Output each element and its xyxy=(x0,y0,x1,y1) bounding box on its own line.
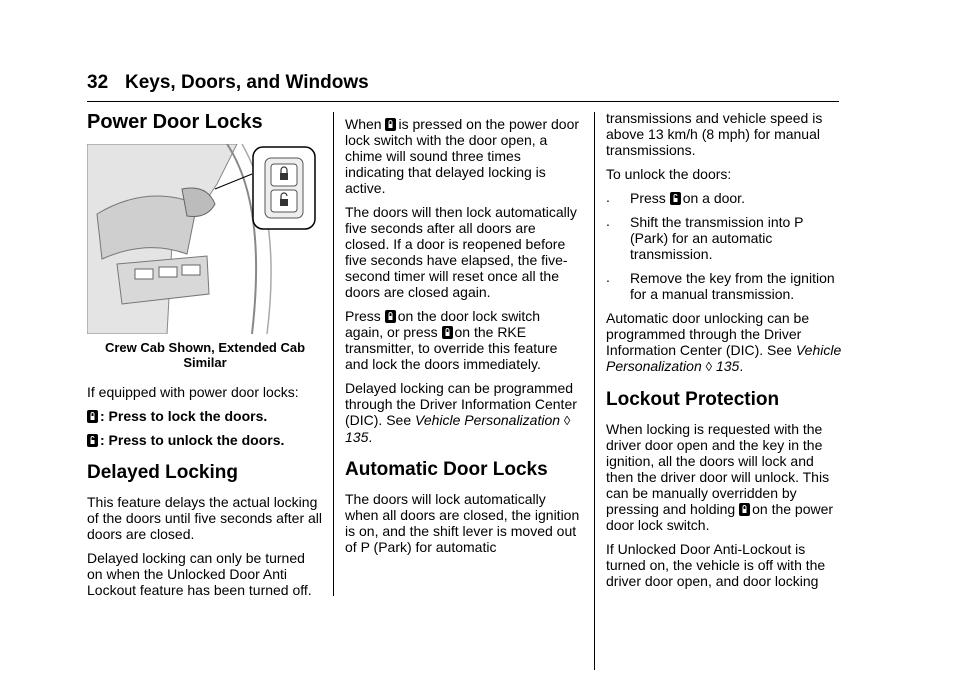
vehicle-personalization-link[interactable]: Vehicle Personalization xyxy=(606,342,842,374)
column-divider-1 xyxy=(333,112,334,596)
col2-p3-b: on the door lock switch again, or press xyxy=(345,308,541,340)
bullet1-post: on a door. xyxy=(682,190,745,206)
section-title-automatic-door-locks: Automatic Door Locks xyxy=(345,459,548,480)
lock-icon xyxy=(385,118,396,131)
page-ref[interactable]: 135 xyxy=(715,358,740,374)
col3-paragraph-5: If Unlocked Door Anti-Lockout is turned on, the vehicle is off with the driver door open, and door locking xyxy=(606,541,826,589)
column-3 xyxy=(606,110,842,597)
page-ref-icon: ◊ xyxy=(563,413,571,428)
figure-caption: Crew Cab Shown, Extended Cab Similar xyxy=(104,340,306,370)
list-item xyxy=(606,190,842,206)
col2-paragraph-4: Delayed locking can be programmed through the Driver Information Center (DIC). See Vehicle Personalization ◊ 135. xyxy=(345,380,577,445)
page-header xyxy=(87,72,369,94)
chapter-title: Keys, Doors, and Windows xyxy=(125,72,369,93)
col3-paragraph-1: transmissions and vehicle speed is above 13 km/h (8 mph) for manual transmissions. xyxy=(606,110,823,158)
lock-item xyxy=(87,408,323,424)
col3-paragraph-4 xyxy=(606,421,842,533)
list-item xyxy=(606,214,842,262)
bullet1-pre: Press xyxy=(630,190,666,206)
col2-paragraph-3 xyxy=(345,308,580,372)
section-title-lockout-protection: Lockout Protection xyxy=(606,389,780,410)
col2-paragraph-5: The doors will lock automatically when all doors are closed, the ignition is on, and the shift lever is moved out of P (Park) for automatic xyxy=(345,491,580,555)
bullet2-text: Shift the transmission into P (Park) for an automatic transmission. xyxy=(630,214,804,262)
col3-p3: Automatic door unlocking can be programmed through the Driver Information Center (DIC). See xyxy=(606,310,810,358)
page-number: 32 xyxy=(87,72,109,93)
bullet-mark: . xyxy=(606,213,610,229)
list-item xyxy=(606,270,842,302)
delayed-paragraph-2: Delayed locking can only be turned on when the Unlocked Door Anti Lockout feature has been turned off. xyxy=(87,550,312,598)
bullet-mark: . xyxy=(606,269,610,285)
unlock-icon xyxy=(670,192,681,205)
vehicle-personalization-link[interactable]: Vehicle Personalization xyxy=(415,412,561,428)
lock-icon xyxy=(87,410,98,423)
col2-p3-c: on the RKE transmitter, to override this feature and lock the doors immediately. xyxy=(345,324,558,372)
col2-paragraph-2: The doors will then lock automatically five seconds after all doors are closed. If a door is reopened before five seconds have elapsed, the five-second timer will reset once all the doors are closed again. xyxy=(345,204,577,300)
lock-icon xyxy=(385,310,396,323)
lock-icon xyxy=(442,326,453,339)
column-2 xyxy=(345,116,580,563)
col2-p4: Delayed locking can be programmed through the Driver Information Center (DIC). See xyxy=(345,380,577,428)
lock-item-text: : Press to lock the doors. xyxy=(100,408,268,424)
intro-text: If equipped with power door locks: xyxy=(87,384,299,400)
col2-p3-a: Press xyxy=(345,308,381,324)
bullet-mark: . xyxy=(606,189,610,205)
page-ref[interactable]: 135 xyxy=(345,429,369,445)
unlock-item-text: : Press to unlock the doors. xyxy=(100,432,285,448)
col3-paragraph-3: Automatic door unlocking can be programmed through the Driver Information Center (DIC). See Vehicle Personalization ◊ 135. xyxy=(606,310,842,374)
section-title-power-door-locks: Power Door Locks xyxy=(87,111,263,133)
col3-p4-a: When locking is requested with the driver door open and the key in the ignition, all the doors will lock and then the driver door will unlock. This can be manually overridden by pressing and holding xyxy=(606,421,830,517)
header-rule xyxy=(87,101,839,102)
col2-p1-pre: When xyxy=(345,116,382,132)
column-divider-2 xyxy=(594,112,595,670)
col2-paragraph-1 xyxy=(345,116,580,196)
delayed-paragraph-1: This feature delays the actual locking of the doors until five seconds after all doors are closed. xyxy=(87,494,323,542)
page-ref-icon: ◊ xyxy=(705,359,713,374)
col3-paragraph-2: To unlock the doors: xyxy=(606,166,732,182)
unlock-steps-list xyxy=(606,190,842,302)
column-1 xyxy=(87,110,323,606)
col3-p4-b: on the power door lock switch. xyxy=(606,501,834,533)
bullet3-text: Remove the key from the ignition for a manual transmission. xyxy=(630,270,835,302)
door-lock-switch-illustration xyxy=(87,144,317,334)
unlock-item xyxy=(87,432,323,448)
unlock-icon xyxy=(87,434,98,447)
section-title-delayed-locking: Delayed Locking xyxy=(87,462,238,483)
lock-icon xyxy=(739,503,750,516)
col2-p1-post: is pressed on the power door lock switch with the door open, a chime will sound three times indicating that delayed locking is active. xyxy=(345,116,580,196)
